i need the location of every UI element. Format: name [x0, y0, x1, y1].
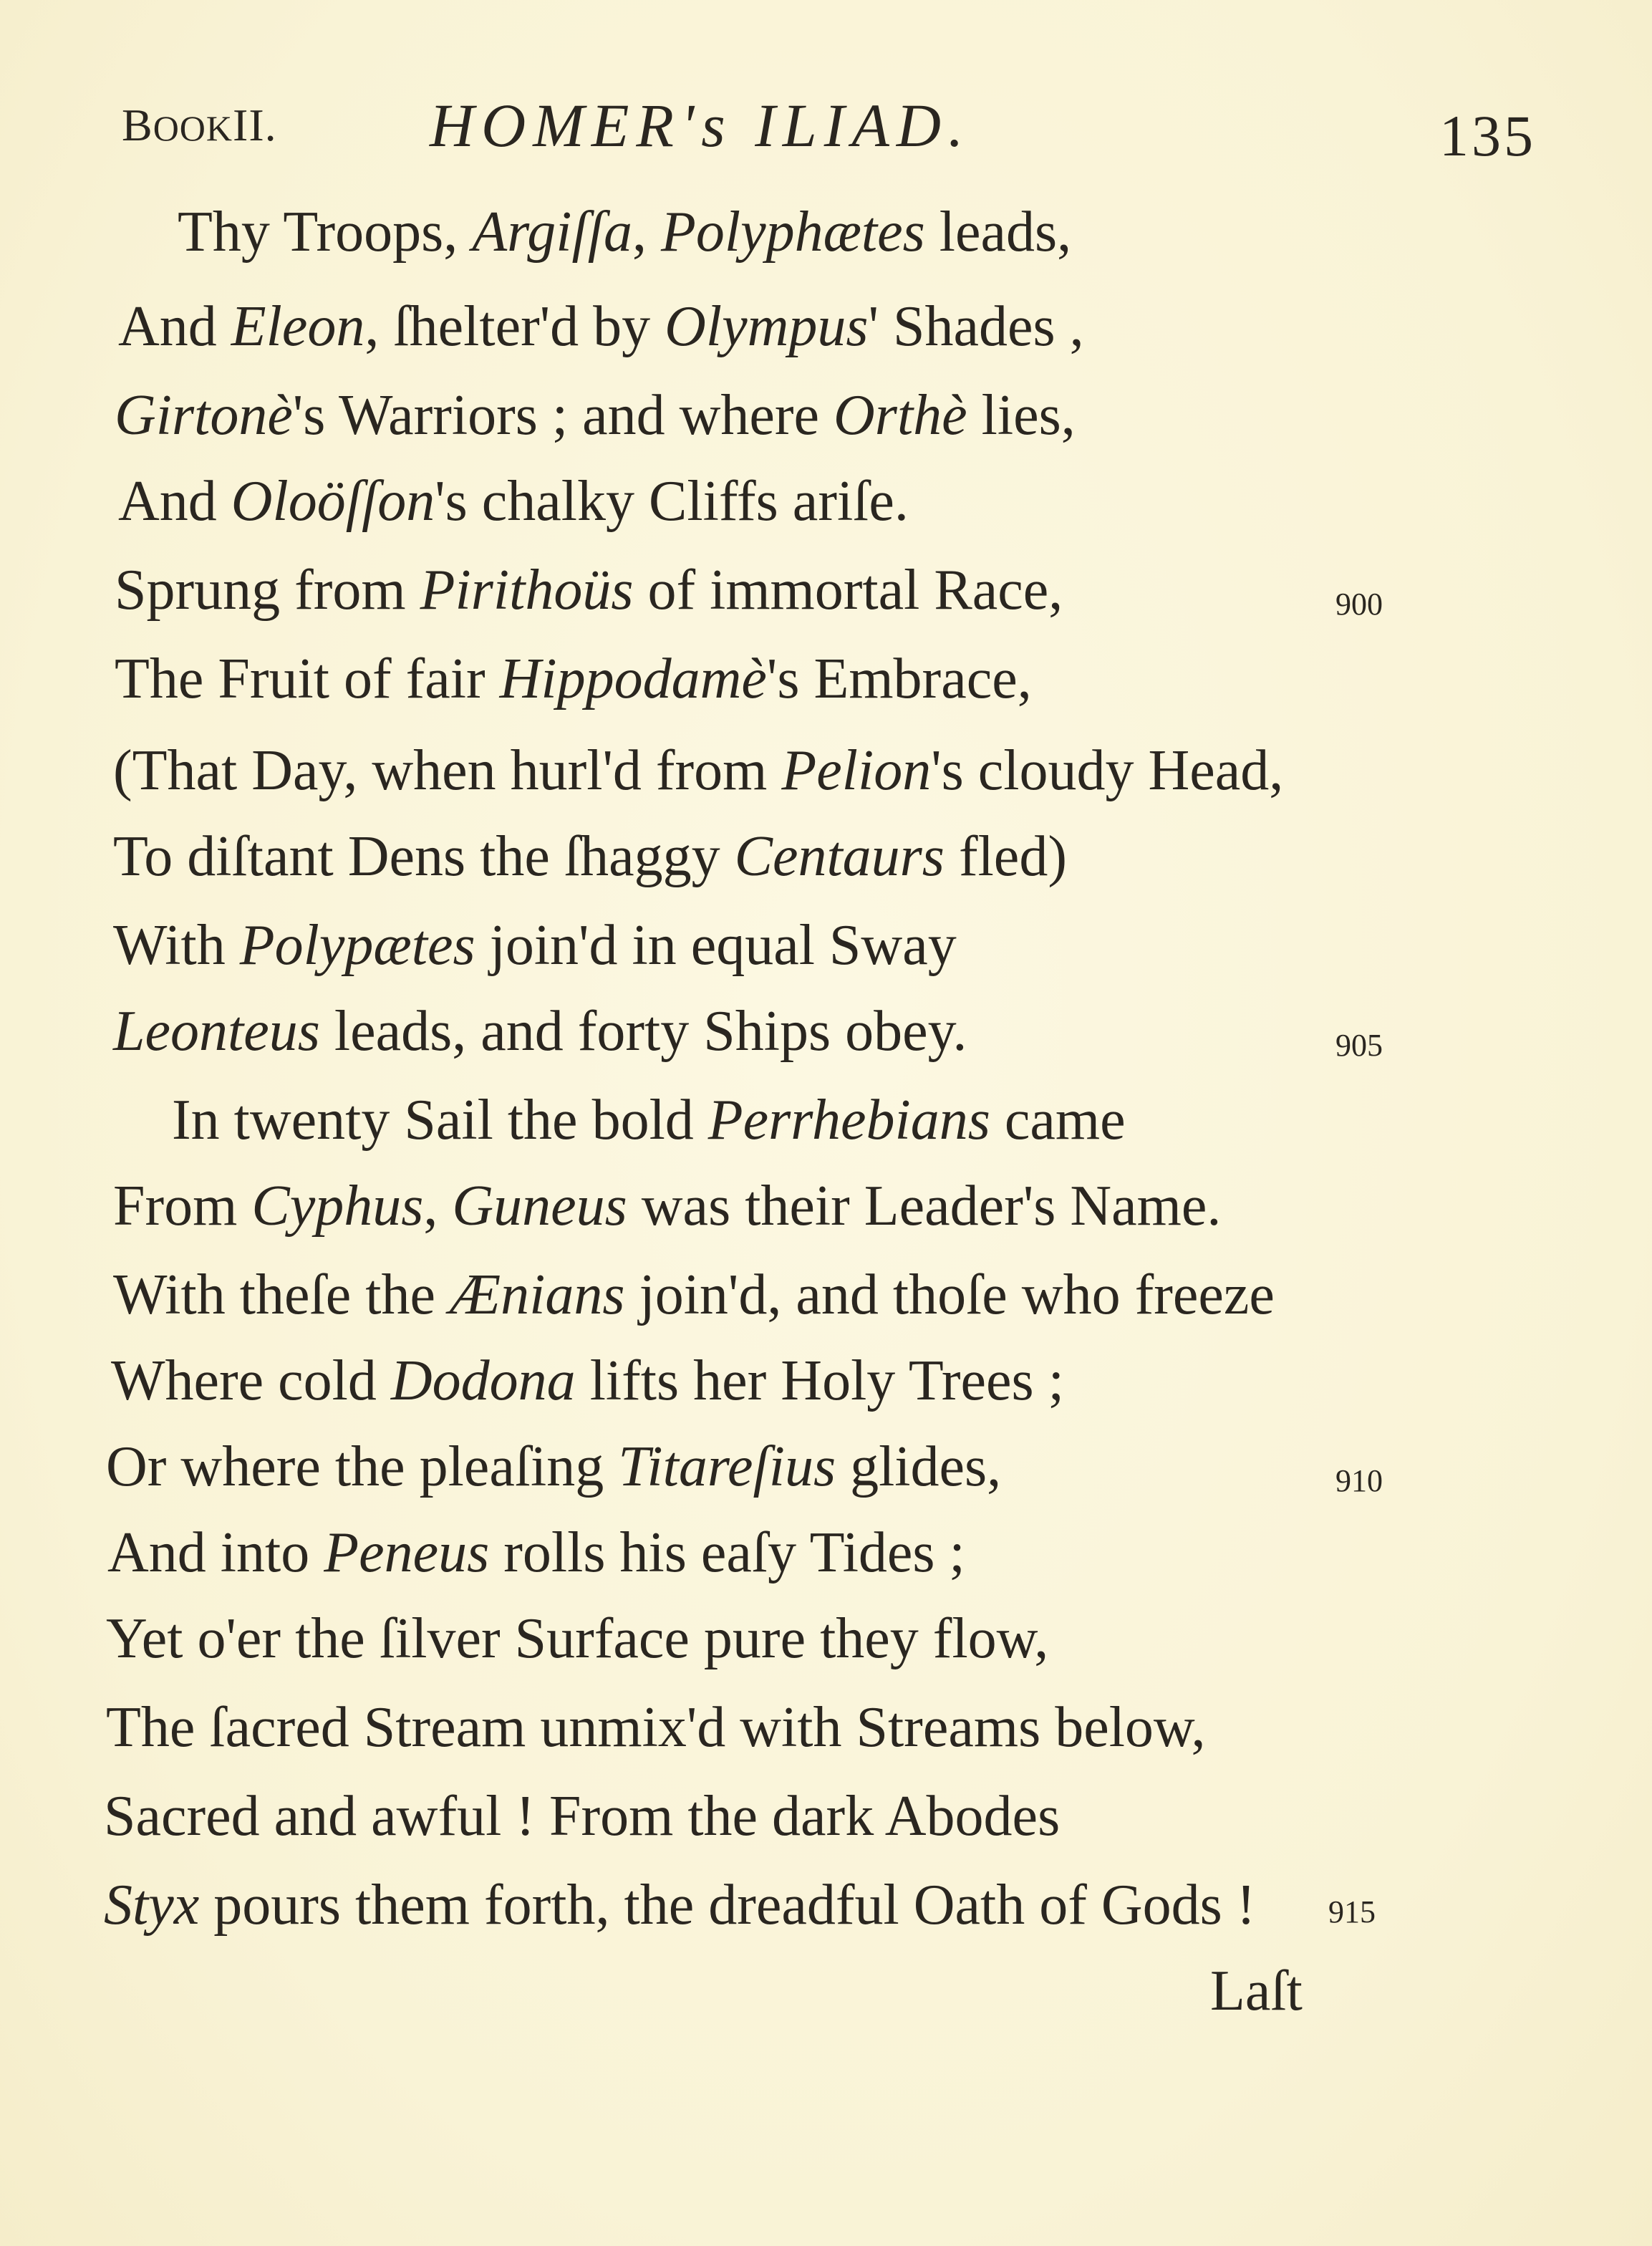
verse-text: leads,: [924, 201, 1072, 264]
verse-text: Or where the pleaſing: [106, 1435, 619, 1498]
italic-name: Cyphus: [251, 1175, 424, 1238]
verse-line: [106, 1684, 1206, 1770]
verse-text: And: [118, 295, 231, 358]
verse-line: [104, 1862, 1255, 1948]
book-number: II.: [233, 100, 277, 150]
verse-text: 's cloudy Head,: [931, 739, 1284, 802]
italic-name: Guneus: [452, 1175, 627, 1238]
verse-text: Sacred and awful ! From the dark Abodes: [104, 1785, 1061, 1848]
line-number: 900: [1335, 587, 1383, 622]
verse-text: The Fruit of fair: [115, 647, 500, 710]
italic-name: Girtonè: [115, 384, 293, 447]
verse-text: ,: [423, 1175, 453, 1238]
verse-text: leads, and forty Ships obey.: [319, 1000, 967, 1063]
catchword: Laſt: [1210, 1960, 1303, 2023]
verse-text: came: [990, 1089, 1126, 1152]
verse-line: [118, 284, 1084, 370]
italic-name: Oloöſſon: [231, 470, 435, 533]
verse-text: Yet o'er the ſilver Surface pure they flow,: [106, 1607, 1049, 1670]
verse-text: pours them forth, the dreadful Oath of Gods !: [199, 1874, 1256, 1937]
italic-name: Olympus: [665, 295, 869, 358]
verse-line: [107, 1510, 965, 1596]
verse-line: [115, 636, 1032, 722]
verse-line: [115, 372, 1076, 458]
verse-text: Thy Troops,: [178, 201, 473, 264]
verse-text: join'd in equal Sway: [475, 914, 957, 977]
verse-text: 's Embrace,: [766, 647, 1032, 710]
book-label: [122, 86, 277, 165]
verse-text: To diſtant Dens the ſhaggy: [113, 825, 735, 888]
verse-text: join'd, and thoſe who freeze: [624, 1263, 1275, 1326]
italic-name: Styx: [104, 1874, 200, 1937]
verse-text: rolls his eaſy Tides ;: [489, 1521, 965, 1584]
verse-text: lifts her Holy Trees ;: [575, 1349, 1064, 1412]
verse-text: (That Day, when hurl'd from: [113, 739, 782, 802]
verse-line: [118, 458, 909, 544]
line-number: 905: [1335, 1028, 1383, 1063]
italic-name: Eleon: [231, 295, 365, 358]
verse-line: [104, 1773, 1060, 1859]
page-number: 135: [1439, 103, 1536, 168]
italic-name: Pirithoüs: [420, 559, 634, 622]
italic-name: Polypætes: [239, 914, 475, 977]
verse-text: With: [113, 914, 240, 977]
verse-text: In twenty Sail the bold: [172, 1089, 708, 1152]
italic-name: Hippodamè: [499, 647, 767, 710]
verse-text: glides,: [836, 1435, 1002, 1498]
verse-line: [113, 728, 1283, 814]
verse-line: [178, 189, 1071, 275]
verse-line: [115, 547, 1063, 633]
italic-name: Argiſſa: [472, 201, 632, 264]
verse-text: ,: [632, 201, 661, 264]
verse-line: [106, 1596, 1048, 1682]
italic-name: Perrhebians: [707, 1089, 990, 1152]
verse-text: 's Warriors ; and where: [292, 384, 834, 447]
verse-line: [106, 1424, 1001, 1510]
italic-name: Peneus: [324, 1521, 490, 1584]
verse-text: ' Shades ,: [868, 295, 1084, 358]
verse-text: of immortal Race,: [633, 559, 1063, 622]
italic-name: Ænians: [449, 1263, 625, 1326]
verse-text: , ſhelter'd by: [364, 295, 665, 358]
verse-line: [113, 1163, 1221, 1249]
italic-name: Orthè: [834, 384, 967, 447]
verse-text: was their Leader's Name.: [627, 1175, 1222, 1238]
verse-text: And into: [107, 1521, 324, 1584]
verse-text: The ſacred Stream unmix'd with Streams below,: [106, 1696, 1206, 1759]
verse-line: [113, 1252, 1275, 1338]
verse-text: From: [113, 1175, 252, 1238]
italic-name: Pelion: [781, 739, 932, 802]
verse-text: lies,: [967, 384, 1076, 447]
book-smallcaps: OOK: [153, 108, 233, 148]
verse-line: [113, 902, 957, 988]
verse-line: [113, 988, 967, 1074]
italic-name: Polyphætes: [660, 201, 925, 264]
verse-text: Sprung from: [115, 559, 420, 622]
running-title: HOMER's ILIAD.: [430, 91, 971, 160]
italic-name: Centaurs: [734, 825, 945, 888]
verse-text: With theſe the: [113, 1263, 450, 1326]
verse-line: [172, 1077, 1126, 1163]
verse-text: 's chalky Cliffs ariſe.: [435, 470, 909, 533]
italic-name: Titareſius: [618, 1435, 836, 1498]
verse-text: Where cold: [111, 1349, 391, 1412]
line-number: 915: [1328, 1894, 1376, 1929]
verse-text: fled): [944, 825, 1067, 888]
italic-name: Leonteus: [113, 1000, 320, 1063]
book-prefix: B: [122, 100, 153, 150]
verse-line: [111, 1338, 1064, 1424]
italic-name: Dodona: [390, 1349, 576, 1412]
verse-text: And: [118, 470, 231, 533]
verse-line: [113, 814, 1067, 900]
line-number: 910: [1335, 1463, 1383, 1498]
